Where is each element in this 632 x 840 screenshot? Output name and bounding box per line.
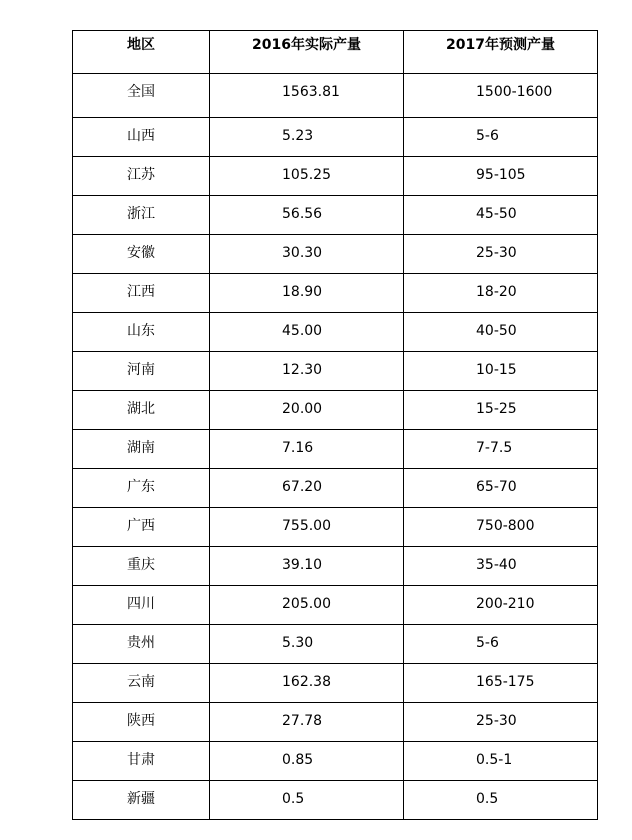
actual-2016-cell: 18.90 [210,274,404,313]
forecast-2017-cell: 750-800 [404,508,598,547]
region-cell: 新疆 [73,781,210,820]
forecast-2017-cell: 35-40 [404,547,598,586]
forecast-2017-cell: 0.5 [404,781,598,820]
region-cell: 河南 [73,352,210,391]
region-cell: 四川 [73,586,210,625]
region-cell: 湖南 [73,430,210,469]
forecast-2017-cell: 7-7.5 [404,430,598,469]
header-region: 地区 [73,31,210,74]
region-cell: 安徽 [73,235,210,274]
region-cell: 重庆 [73,547,210,586]
production-table-container [72,30,597,820]
table-row [73,742,598,781]
actual-2016-cell: 39.10 [210,547,404,586]
region-cell: 甘肃 [73,742,210,781]
actual-2016-cell: 45.00 [210,313,404,352]
table-row [73,352,598,391]
region-cell: 山西 [73,118,210,157]
forecast-2017-cell: 5-6 [404,118,598,157]
region-cell: 浙江 [73,196,210,235]
actual-2016-cell: 755.00 [210,508,404,547]
region-cell: 湖北 [73,391,210,430]
region-cell: 全国 [73,74,210,118]
actual-2016-cell: 67.20 [210,469,404,508]
table-row [73,157,598,196]
actual-2016-cell: 162.38 [210,664,404,703]
table-row [73,625,598,664]
header-actual-2016: 2016年实际产量 [210,31,404,74]
actual-2016-cell: 12.30 [210,352,404,391]
region-cell: 云南 [73,664,210,703]
actual-2016-cell: 30.30 [210,235,404,274]
region-cell: 广西 [73,508,210,547]
table-body [73,74,598,820]
actual-2016-cell: 5.30 [210,625,404,664]
forecast-2017-cell: 25-30 [404,703,598,742]
region-cell: 贵州 [73,625,210,664]
actual-2016-cell: 1563.81 [210,74,404,118]
table-row [73,118,598,157]
actual-2016-cell: 56.56 [210,196,404,235]
forecast-2017-cell: 200-210 [404,586,598,625]
table-row [73,196,598,235]
table-row [73,508,598,547]
forecast-2017-cell: 5-6 [404,625,598,664]
table-row [73,781,598,820]
region-cell: 山东 [73,313,210,352]
table-row [73,664,598,703]
actual-2016-cell: 20.00 [210,391,404,430]
table-row [73,586,598,625]
forecast-2017-cell: 10-15 [404,352,598,391]
header-forecast-2017: 2017年预测产量 [404,31,598,74]
table-header-row [73,31,598,74]
forecast-2017-cell: 65-70 [404,469,598,508]
actual-2016-cell: 5.23 [210,118,404,157]
production-table [72,30,598,820]
table-row [73,74,598,118]
actual-2016-cell: 0.5 [210,781,404,820]
region-cell: 陕西 [73,703,210,742]
table-row [73,703,598,742]
table-row [73,547,598,586]
region-cell: 江西 [73,274,210,313]
table-row [73,430,598,469]
actual-2016-cell: 205.00 [210,586,404,625]
table-row [73,469,598,508]
forecast-2017-cell: 25-30 [404,235,598,274]
forecast-2017-cell: 15-25 [404,391,598,430]
actual-2016-cell: 0.85 [210,742,404,781]
actual-2016-cell: 105.25 [210,157,404,196]
actual-2016-cell: 7.16 [210,430,404,469]
table-row [73,313,598,352]
forecast-2017-cell: 40-50 [404,313,598,352]
region-cell: 广东 [73,469,210,508]
forecast-2017-cell: 165-175 [404,664,598,703]
forecast-2017-cell: 95-105 [404,157,598,196]
table-row [73,391,598,430]
forecast-2017-cell: 45-50 [404,196,598,235]
forecast-2017-cell: 1500-1600 [404,74,598,118]
forecast-2017-cell: 0.5-1 [404,742,598,781]
actual-2016-cell: 27.78 [210,703,404,742]
table-row [73,274,598,313]
forecast-2017-cell: 18-20 [404,274,598,313]
region-cell: 江苏 [73,157,210,196]
table-row [73,235,598,274]
